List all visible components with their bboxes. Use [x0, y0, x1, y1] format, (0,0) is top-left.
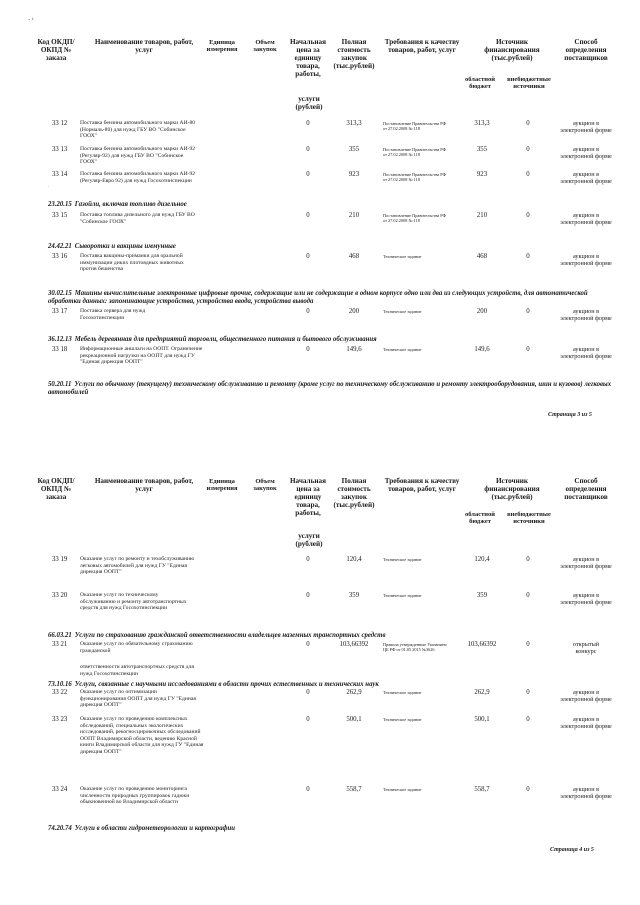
item-description: Оказание услуг по обязательному страхованию гражданской [80, 641, 193, 654]
initial-price: 0 [306, 716, 310, 723]
section-title: Услуги, связанные с научными исследованиями в области прочих естественных и технических наук [74, 681, 379, 688]
item-description: Поставка бензина автомобильного марки АИ-92 (Регуляр-Евро 92) для нужд Госохотинспекции [80, 171, 196, 184]
page-number: Страница 4 из 5 [550, 847, 594, 853]
header-regional-budget: областной бюджет [464, 76, 496, 90]
procurement-method: аукцион в электронной форме [560, 346, 612, 360]
row-dot: · [48, 184, 50, 189]
offbudget-sources: 0 [526, 716, 530, 723]
quality-requirements: Техническое задание [383, 717, 422, 722]
order-number: 33 21 [52, 641, 68, 648]
section-title: Мебель деревянная для предприятий торговли, общественного питания и бытового обслуживания [74, 336, 377, 343]
regional-budget: 120,4 [474, 556, 490, 563]
initial-price: 0 [306, 308, 310, 315]
procurement-method: аукцион в электронной форме [560, 120, 612, 134]
order-number: 33 22 [52, 689, 68, 696]
procurement-method: аукцион в электронной форме [560, 308, 612, 322]
section-heading [48, 681, 608, 689]
quality-requirements: Постановление Правительства РФ от 27.02.2008 № 118 [383, 172, 446, 183]
header-regional-budget: областной бюджет [464, 511, 496, 525]
quality-requirements: Техническое задание [383, 347, 422, 352]
item-description: Поставка сервера для нужд Госохотинспекции [80, 308, 146, 321]
regional-budget: 262,9 [474, 689, 490, 696]
procurement-method: аукцион в электронной форме [560, 716, 612, 730]
regional-budget: 210 [476, 212, 488, 219]
order-number: 33 18 [52, 346, 68, 353]
initial-price: 0 [306, 253, 310, 260]
offbudget-sources: 0 [526, 592, 530, 599]
section-code: 23.20.15 [48, 201, 72, 208]
header-funding: Источник финансирования (тыс.рублей) [484, 477, 540, 501]
initial-price: 0 [306, 346, 310, 353]
header-offbudget: внебюджетные источники [507, 76, 551, 90]
section-title: Услуги в области гидрометеорологии и картографии [74, 825, 236, 832]
quality-requirements: Техническое задание [383, 309, 422, 314]
total-cost: 210 [348, 212, 360, 219]
initial-price: 0 [306, 786, 310, 793]
section-title: Сыворотки и вакцины иммунные [74, 243, 176, 250]
section-heading [48, 632, 608, 640]
total-cost: 120,4 [346, 556, 362, 563]
header-requirements: Требования к качеству товаров, работ, услуг [384, 38, 460, 54]
total-cost: 103,66392 [339, 641, 369, 648]
procurement-method: аукцион в электронной форме [560, 689, 612, 703]
order-number: 33 15 [52, 212, 68, 219]
regional-budget: 500,1 [474, 716, 490, 723]
quality-requirements: Постановление Правительства РФ от 27.02.2008 № 118 [383, 213, 446, 224]
procurement-method: аукцион в электронной форме [560, 212, 612, 226]
quality-requirements: Техническое задание [383, 254, 422, 259]
section-code: 66.03.21 [48, 632, 72, 639]
total-cost: 149,6 [346, 346, 362, 353]
section-heading [48, 290, 612, 306]
offbudget-sources: 0 [526, 308, 530, 315]
procurement-method: аукцион в электронной форме [560, 592, 612, 606]
order-number: 33 14 [52, 171, 68, 178]
offbudget-sources: 0 [526, 253, 530, 260]
total-cost: 200 [348, 308, 360, 315]
initial-price: 0 [306, 641, 310, 648]
header-total: Полная стоимость закупок (тыс.рублей) [333, 477, 375, 509]
header-total: Полная стоимость закупок (тыс.рублей) [333, 38, 375, 70]
quality-requirements: Техническое задание [383, 557, 422, 562]
initial-price: 0 [306, 146, 310, 153]
initial-price: 0 [306, 689, 310, 696]
item-description: Поставка топлива дизельного для нужд ГБУ ВО "Собинское ГООХ" [80, 212, 195, 225]
header-offbudget: внебюджетные источники [507, 511, 551, 525]
quality-requirements: Постановление Правительства РФ от 27.02.2008 № 118 [383, 121, 446, 132]
section-title: Услуги по страхованию гражданской ответственности владельцев наземных транспортных средств [74, 632, 386, 639]
header-name: Наименование товаров, работ, услуг [94, 477, 194, 493]
regional-budget: 200 [476, 308, 488, 315]
quality-requirements: Правила утвержденные Указанием ЦБ РФ от 01.05.2015 №3626 [383, 642, 447, 653]
item-description: Поставка вакцины-приманки для оральной иммунизации диких плотоядных животных против бешенства [80, 253, 184, 273]
quality-requirements: Техническое задание [383, 787, 422, 792]
section-heading [48, 381, 612, 397]
order-number: 33 16 [52, 253, 68, 260]
header-name: Наименование товаров, работ, услуг [94, 38, 194, 54]
header-initial-price: Начальная цена за единицу товара, работы, [289, 477, 327, 517]
procurement-method: аукцион в электронной форме [560, 786, 612, 800]
procurement-method: аукцион в электронной форме [560, 146, 612, 160]
order-number: 33 13 [52, 146, 68, 153]
regional-budget: 359 [476, 592, 488, 599]
section-code: 36.12.13 [48, 336, 72, 343]
total-cost: 262,9 [346, 689, 362, 696]
section-title: Машины вычислительные электронные цифровые прочие, содержащие или не содержащие в одном корпусе одно или два из следующих устройств, для автоматической обработки данных: запоминающие устройства, устройства ввода, устройства вывода [48, 290, 588, 306]
header-services: услуги (рублей) [295, 532, 323, 548]
regional-budget: 103,66392 [467, 641, 497, 648]
total-cost: 923 [348, 171, 360, 178]
offbudget-sources: 0 [526, 556, 530, 563]
regional-budget: 355 [476, 146, 488, 153]
quality-requirements: Техническое задание [383, 593, 422, 598]
offbudget-sources: 0 [526, 689, 530, 696]
page-number: Страница 3 из 5 [548, 412, 592, 418]
item-description: Поставка бензина автомобильного марки АИ-92 (Регуляр-92) для нужд ГБУ ВО "Собинское ГООХ" [80, 146, 196, 166]
item-description: Поставка бензина автомобильного марки АИ-80 (Нормаль-80) для нужд ГБУ ВО "Собинское ГООХ" [80, 120, 196, 140]
header-volume: Объем закупок [253, 39, 277, 53]
offbudget-sources: 0 [526, 641, 530, 648]
section-code: 74.20.74 [48, 825, 72, 832]
regional-budget: 923 [476, 171, 488, 178]
item-description-continued: ответственности автотранспортных средств для нужд Госохотинспекции [80, 664, 194, 677]
header-unit: Единица измерения [206, 478, 238, 492]
section-code: 30.02.15 [48, 290, 72, 297]
header-volume: Объем закупок [253, 478, 277, 492]
order-number: 33 23 [52, 716, 68, 723]
regional-budget: 558,7 [474, 786, 490, 793]
quality-requirements: Постановление Правительства РФ от 27.02.2008 № 118 [383, 147, 446, 158]
header-services: услуги (рублей) [295, 95, 323, 111]
header-initial-price: Начальная цена за единицу товара, работы, [289, 38, 327, 78]
section-title: Газойли, включая топливо дизельное [74, 201, 187, 208]
item-description: Информационные аншлаги на ООПТ. Ограничение рекреационной нагрузки на ООПТ для нужд ГУ "Единая дирекция ООПТ" [80, 346, 203, 366]
offbudget-sources: 0 [526, 212, 530, 219]
regional-budget: 468 [476, 253, 488, 260]
order-number: 33 20 [52, 592, 68, 599]
header-unit: Единица измерения [206, 39, 238, 53]
regional-budget: 149,6 [474, 346, 490, 353]
regional-budget: 313,3 [474, 120, 490, 127]
item-description: Оказание услуг по ремонту и техобслуживанию легковых автомобилей для нужд ГУ "Единая дирекция ООПТ" [80, 556, 195, 576]
header-requirements: Требования к качеству товаров, работ, услуг [384, 477, 460, 493]
header-code: Код ОКДП/ ОКПД № заказа [37, 38, 75, 62]
section-heading [48, 336, 608, 344]
quality-requirements: Техническое задание [383, 690, 422, 695]
section-title: Услуги по обычному (текущему) техническому обслуживанию и ремонту (кроме услуг по техническому обслуживанию и ремонту электрооборудования, шин и кузовов) легковых автомобилей [48, 381, 612, 397]
procurement-method: открытый конкурс [572, 641, 600, 655]
total-cost: 500,1 [346, 716, 362, 723]
initial-price: 0 [306, 171, 310, 178]
section-heading [48, 243, 608, 251]
section-heading [48, 825, 608, 833]
total-cost: 313,3 [346, 120, 362, 127]
header-code: Код ОКДП/ ОКПД № заказа [37, 477, 75, 501]
procurement-method: аукцион в электронной форме [560, 253, 612, 267]
section-code: 73.10.16 [48, 681, 72, 688]
total-cost: 468 [348, 253, 360, 260]
total-cost: 355 [348, 146, 360, 153]
initial-price: 0 [306, 212, 310, 219]
total-cost: 359 [348, 592, 360, 599]
offbudget-sources: 0 [526, 171, 530, 178]
initial-price: 0 [306, 120, 310, 127]
item-description: Оказание услуг по техническому обслуживанию и ремонту автотранспортных средств для нужд Госохотинспекции [80, 592, 187, 612]
procurement-method: аукцион в электронной форме [560, 556, 612, 570]
order-number: 33 19 [52, 556, 68, 563]
offbudget-sources: 0 [526, 120, 530, 127]
initial-price: 0 [306, 556, 310, 563]
section-heading [48, 201, 608, 209]
item-description: Оказание услуг по проведению мониторинга численности природных группировок гадюки обыкновенной во Владимирской области [80, 786, 190, 806]
header-method: Способ определения поставщиков [564, 38, 608, 62]
procurement-method: аукцион в электронной форме [560, 171, 612, 185]
item-description: Оказание услуг по проведению комплексных обследований, специальных экологических исследований, рекогносцировочных обследований ООПТ Владимирской области, ведению Красной книги Владимирской области для нужд ГУ "Единая дирекция ООПТ" [80, 716, 204, 755]
order-number: 33 17 [52, 308, 68, 315]
total-cost: 558,7 [346, 786, 362, 793]
order-number: 33 24 [52, 786, 68, 793]
header-method: Способ определения поставщиков [564, 477, 608, 501]
item-description: Оказание услуг по оптимизации функционирования ООПТ для нужд ГУ "Единая дирекция ООПТ" [80, 689, 196, 709]
section-code: 24.42.21 [48, 243, 72, 250]
section-code: 50.20.11 [48, 381, 72, 388]
offbudget-sources: 0 [526, 146, 530, 153]
offbudget-sources: 0 [526, 786, 530, 793]
order-number: 33 12 [52, 120, 68, 127]
offbudget-sources: 0 [526, 346, 530, 353]
scan-mark: · ᵗ [28, 16, 34, 24]
initial-price: 0 [306, 592, 310, 599]
header-funding: Источник финансирования (тыс.рублей) [484, 38, 540, 62]
